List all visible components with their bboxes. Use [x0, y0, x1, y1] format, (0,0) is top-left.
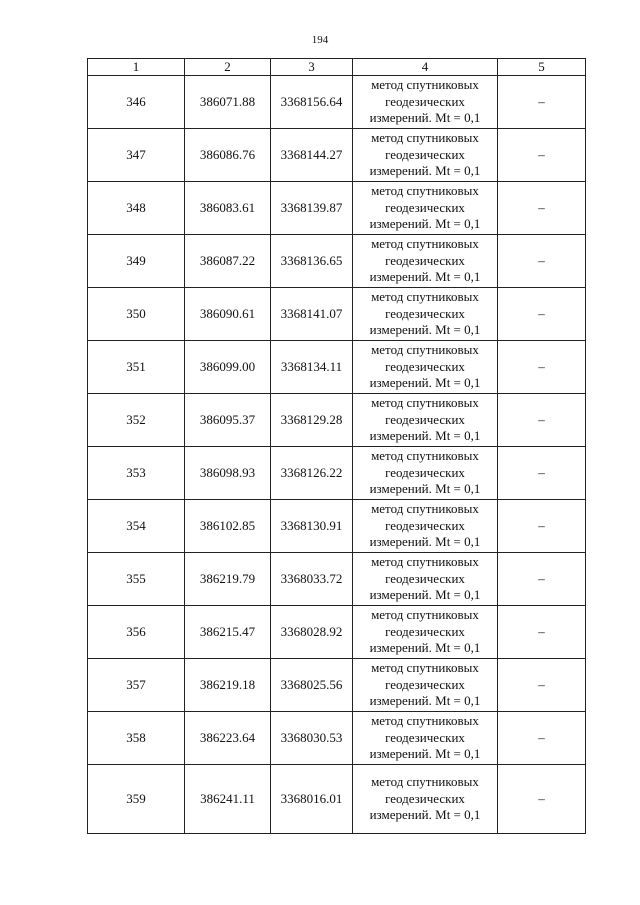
method-line: измерений. Mt = 0,1 [369, 587, 481, 603]
method-line: измерений. Mt = 0,1 [369, 693, 481, 709]
note-cell: – [498, 235, 586, 288]
method-cell [353, 129, 498, 182]
method-line: метод спутниковых [371, 289, 479, 305]
method-line: метод спутниковых [371, 236, 479, 252]
x-coordinate-cell: 386102.85 [185, 500, 271, 553]
method-cell [353, 500, 498, 553]
note-cell: – [498, 553, 586, 606]
x-coordinate-cell: 386099.00 [185, 341, 271, 394]
method-cell [353, 659, 498, 712]
method-cell [353, 76, 498, 129]
column-header: 3 [271, 59, 353, 76]
page-number: 194 [311, 34, 329, 46]
point-number-cell: 349 [88, 235, 185, 288]
note-cell: – [498, 76, 586, 129]
method-cell [353, 712, 498, 765]
x-coordinate-cell: 386241.11 [185, 765, 271, 834]
y-coordinate-cell: 3368141.07 [271, 288, 353, 341]
method-line: геодезических [385, 146, 465, 162]
method-line: метод спутниковых [371, 554, 479, 570]
table-header-row [88, 59, 586, 76]
method-line: измерений. Mt = 0,1 [369, 746, 481, 762]
method-cell [353, 394, 498, 447]
method-line: геодезических [385, 676, 465, 692]
note-cell: – [498, 659, 586, 712]
y-coordinate-cell: 3368126.22 [271, 447, 353, 500]
note-cell: – [498, 606, 586, 659]
method-line: геодезических [385, 729, 465, 745]
x-coordinate-cell: 386223.64 [185, 712, 271, 765]
y-coordinate-cell: 3368033.72 [271, 553, 353, 606]
column-header: 1 [88, 59, 185, 76]
method-line: измерений. Mt = 0,1 [369, 534, 481, 550]
point-number-cell: 359 [88, 765, 185, 834]
y-coordinate-cell: 3368028.92 [271, 606, 353, 659]
table-row [88, 765, 586, 834]
y-coordinate-cell: 3368030.53 [271, 712, 353, 765]
method-line: геодезических [385, 623, 465, 639]
method-line: геодезических [385, 464, 465, 480]
table-row [88, 712, 586, 765]
table-row [88, 129, 586, 182]
table-row [88, 182, 586, 235]
method-line: метод спутниковых [371, 183, 479, 199]
method-line: метод спутниковых [371, 395, 479, 411]
method-line: метод спутниковых [371, 660, 479, 676]
method-cell [353, 447, 498, 500]
method-cell [353, 553, 498, 606]
note-cell: – [498, 288, 586, 341]
table-row [88, 235, 586, 288]
point-number-cell: 347 [88, 129, 185, 182]
point-number-cell: 356 [88, 606, 185, 659]
method-line: измерений. Mt = 0,1 [369, 269, 481, 285]
column-header: 4 [353, 59, 498, 76]
note-cell: – [498, 447, 586, 500]
x-coordinate-cell: 386095.37 [185, 394, 271, 447]
method-line: метод спутниковых [371, 774, 479, 790]
method-line: геодезических [385, 305, 465, 321]
point-number-cell: 352 [88, 394, 185, 447]
point-number-cell: 348 [88, 182, 185, 235]
method-line: метод спутниковых [371, 607, 479, 623]
column-header: 5 [498, 59, 586, 76]
point-number-cell: 355 [88, 553, 185, 606]
note-cell: – [498, 500, 586, 553]
note-cell: – [498, 341, 586, 394]
y-coordinate-cell: 3368016.01 [271, 765, 353, 834]
method-line: метод спутниковых [371, 77, 479, 93]
method-line: геодезических [385, 570, 465, 586]
method-line: измерений. Mt = 0,1 [369, 163, 481, 179]
method-cell [353, 288, 498, 341]
x-coordinate-cell: 386090.61 [185, 288, 271, 341]
table-row [88, 394, 586, 447]
note-cell: – [498, 182, 586, 235]
method-line: измерений. Mt = 0,1 [369, 640, 481, 656]
method-line: геодезических [385, 517, 465, 533]
point-number-cell: 353 [88, 447, 185, 500]
table-row [88, 447, 586, 500]
point-number-cell: 354 [88, 500, 185, 553]
method-line: геодезических [385, 93, 465, 109]
y-coordinate-cell: 3368130.91 [271, 500, 353, 553]
method-line: геодезических [385, 411, 465, 427]
method-line: метод спутниковых [371, 130, 479, 146]
y-coordinate-cell: 3368129.28 [271, 394, 353, 447]
y-coordinate-cell: 3368136.65 [271, 235, 353, 288]
y-coordinate-cell: 3368144.27 [271, 129, 353, 182]
method-cell [353, 235, 498, 288]
x-coordinate-cell: 386087.22 [185, 235, 271, 288]
table-row [88, 341, 586, 394]
y-coordinate-cell: 3368025.56 [271, 659, 353, 712]
y-coordinate-cell: 3368156.64 [271, 76, 353, 129]
table-body [88, 76, 586, 834]
method-line: измерений. Mt = 0,1 [369, 375, 481, 391]
method-line: измерений. Mt = 0,1 [369, 428, 481, 444]
coordinates-table [87, 58, 586, 834]
method-cell [353, 765, 498, 834]
point-number-cell: 351 [88, 341, 185, 394]
x-coordinate-cell: 386098.93 [185, 447, 271, 500]
x-coordinate-cell: 386083.61 [185, 182, 271, 235]
x-coordinate-cell: 386219.18 [185, 659, 271, 712]
method-cell [353, 606, 498, 659]
table-row [88, 659, 586, 712]
table-row [88, 606, 586, 659]
method-line: геодезических [385, 790, 465, 806]
x-coordinate-cell: 386215.47 [185, 606, 271, 659]
point-number-cell: 358 [88, 712, 185, 765]
method-cell [353, 182, 498, 235]
point-number-cell: 346 [88, 76, 185, 129]
method-line: измерений. Mt = 0,1 [369, 807, 481, 823]
method-line: метод спутниковых [371, 713, 479, 729]
method-line: метод спутниковых [371, 501, 479, 517]
method-line: измерений. Mt = 0,1 [369, 481, 481, 497]
y-coordinate-cell: 3368139.87 [271, 182, 353, 235]
note-cell: – [498, 394, 586, 447]
x-coordinate-cell: 386219.79 [185, 553, 271, 606]
table-row [88, 76, 586, 129]
method-line: измерений. Mt = 0,1 [369, 216, 481, 232]
method-line: метод спутниковых [371, 448, 479, 464]
method-line: геодезических [385, 252, 465, 268]
table-row [88, 288, 586, 341]
point-number-cell: 357 [88, 659, 185, 712]
method-line: геодезических [385, 199, 465, 215]
method-line: геодезических [385, 358, 465, 374]
point-number-cell: 350 [88, 288, 185, 341]
y-coordinate-cell: 3368134.11 [271, 341, 353, 394]
note-cell: – [498, 712, 586, 765]
table-row [88, 500, 586, 553]
x-coordinate-cell: 386086.76 [185, 129, 271, 182]
column-header: 2 [185, 59, 271, 76]
note-cell: – [498, 765, 586, 834]
x-coordinate-cell: 386071.88 [185, 76, 271, 129]
note-cell: – [498, 129, 586, 182]
table-row [88, 553, 586, 606]
method-line: измерений. Mt = 0,1 [369, 110, 481, 126]
method-line: измерений. Mt = 0,1 [369, 322, 481, 338]
method-line: метод спутниковых [371, 342, 479, 358]
method-cell [353, 341, 498, 394]
